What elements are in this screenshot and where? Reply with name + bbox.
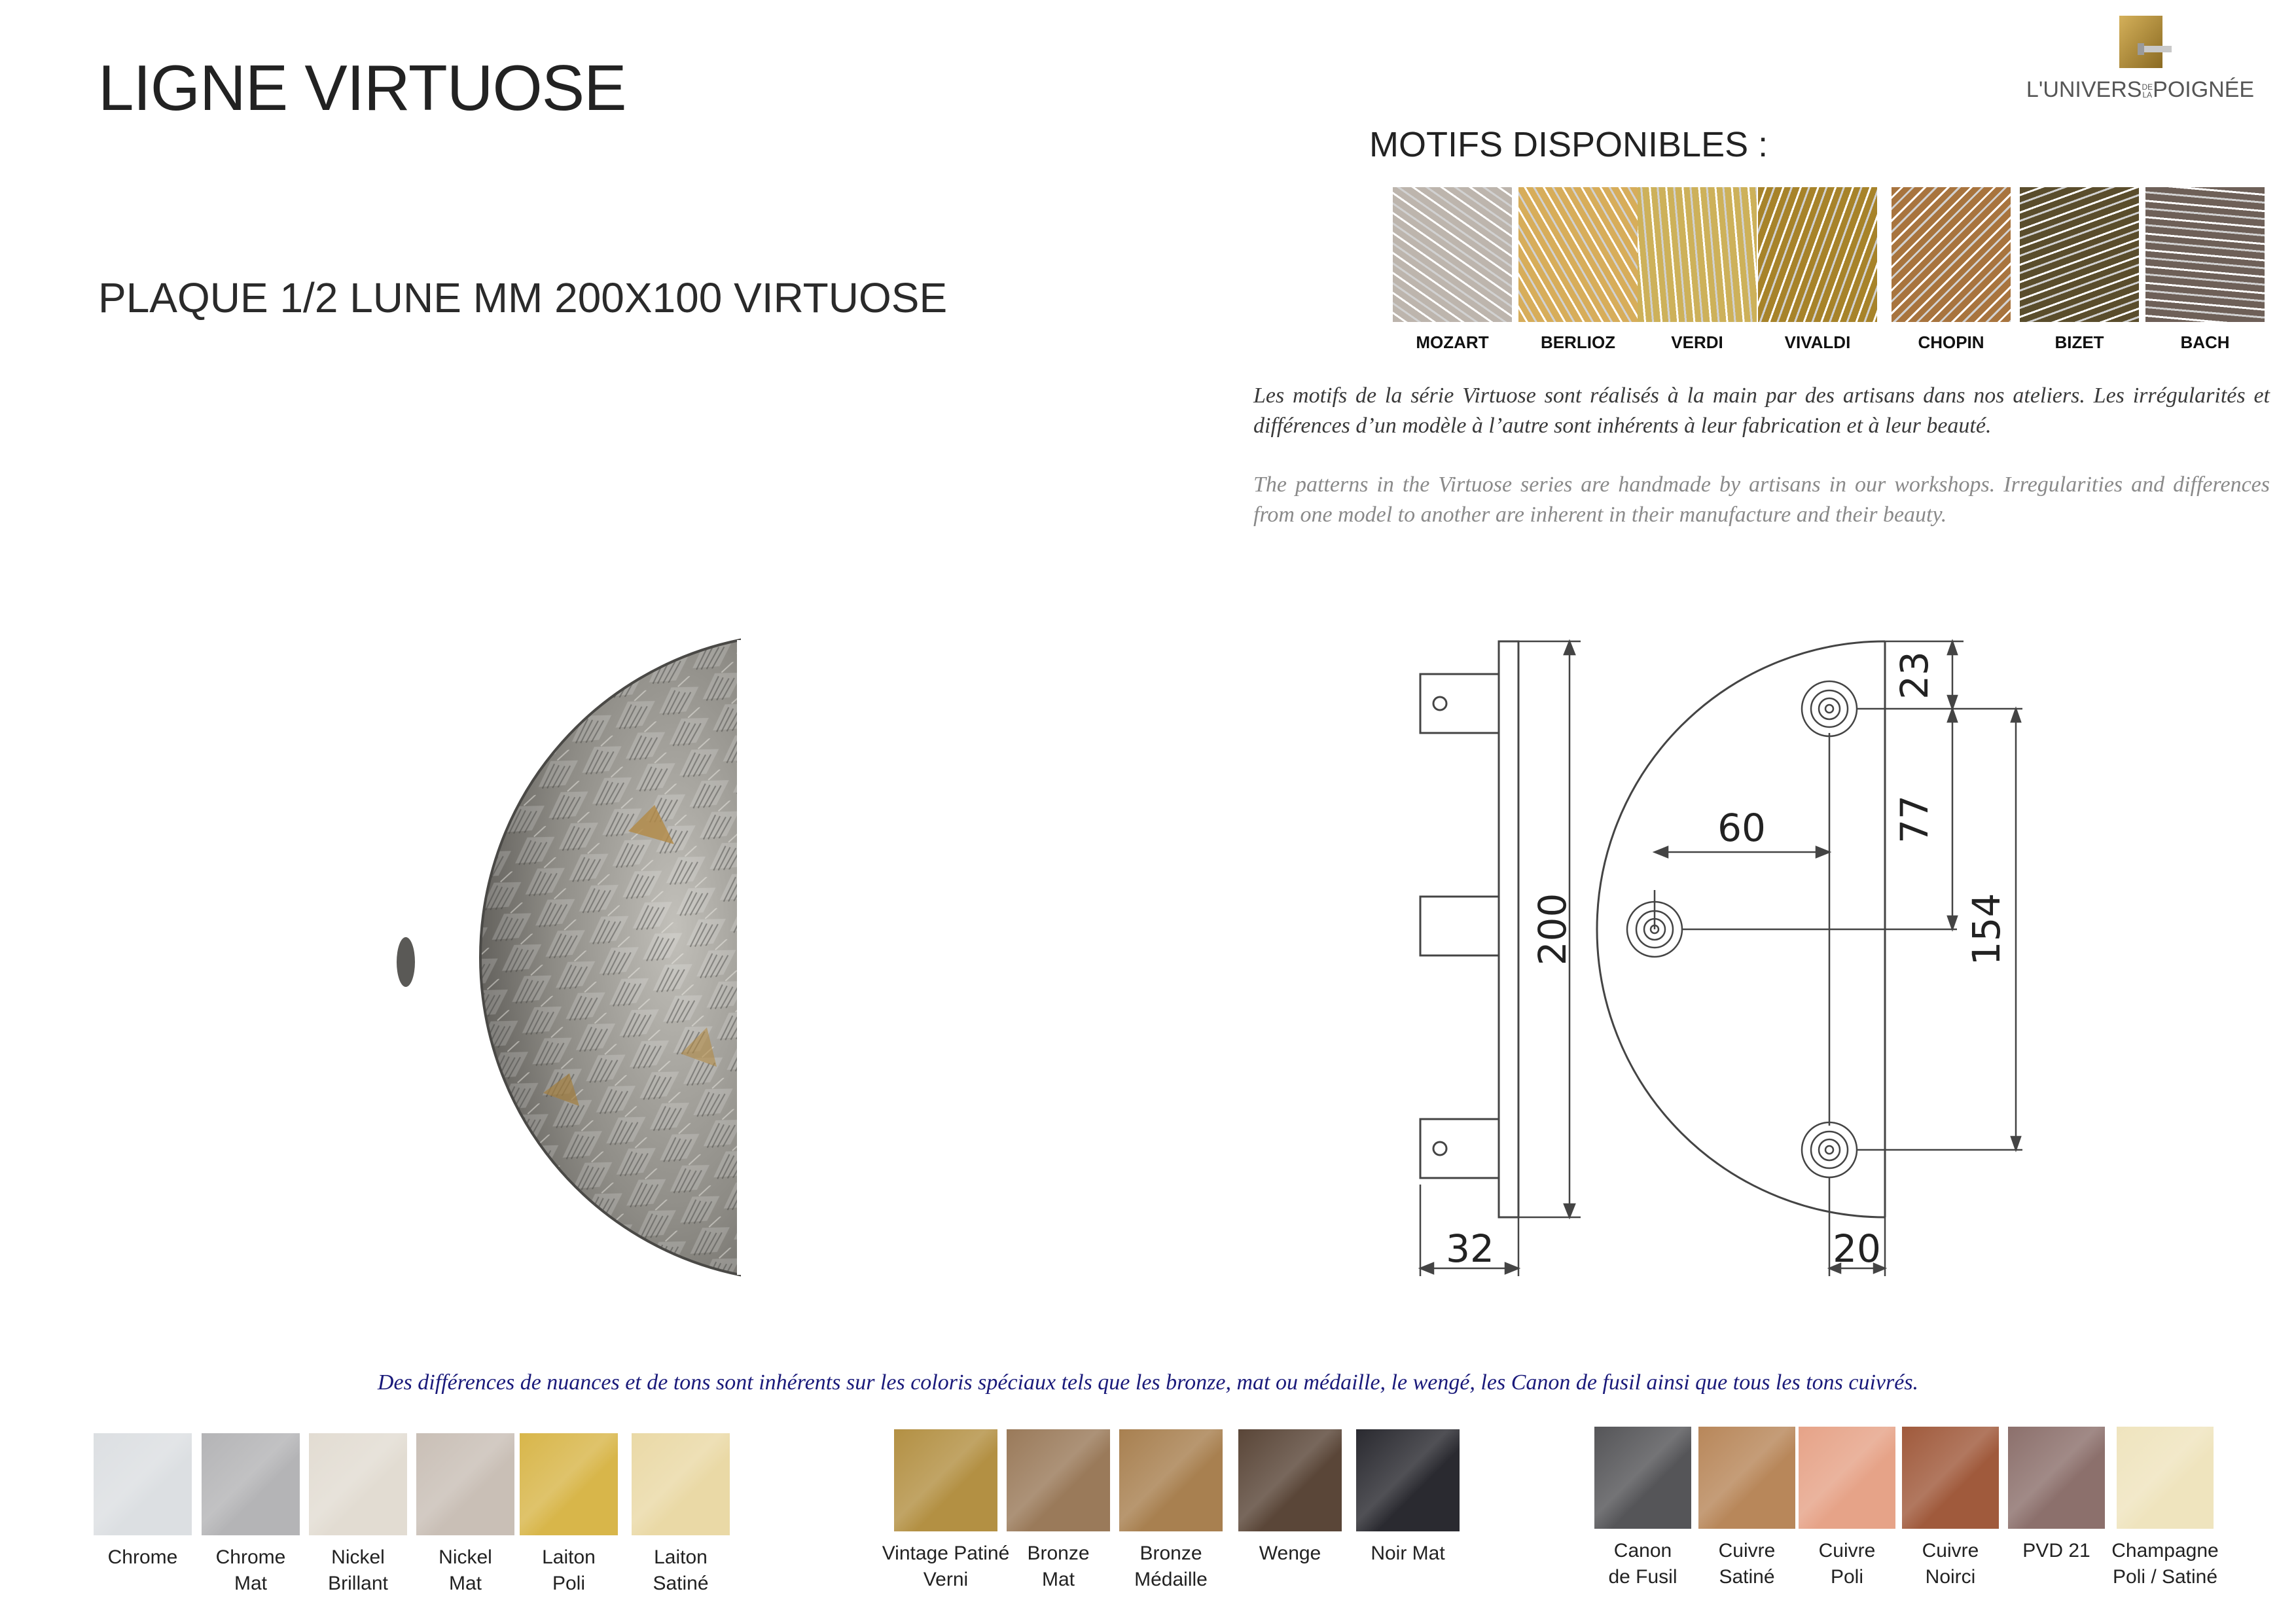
finish-label: Champagne Poli / Satiné: [2111, 1540, 2219, 1588]
finish-swatch: [1119, 1429, 1223, 1531]
motif-label: CHOPIN: [1918, 332, 1984, 352]
finish-swatch: [1698, 1427, 1795, 1529]
finish-label: PVD 21: [2022, 1540, 2090, 1561]
dim-depth: 32: [1446, 1226, 1494, 1271]
finish-swatch: [632, 1433, 730, 1535]
dim-top-offset: 23: [1892, 651, 1937, 700]
finish-swatch: [1356, 1429, 1460, 1531]
finish-swatch: [2008, 1427, 2105, 1529]
dim-hole-to-center: 77: [1892, 795, 1937, 844]
finish-swatch: [1594, 1427, 1691, 1529]
finishes-notice: Des différences de nuances et de tons sont inhérents sur les coloris spéciaux tels que les bronze, mat ou médaille, le wengé, les Canon de fusil ainsi que tous les tons cuivrés.: [377, 1370, 1919, 1395]
finish-label: Wenge: [1259, 1543, 1321, 1564]
finish-label: Nickel Mat: [439, 1546, 492, 1594]
motif-label: MOZART: [1416, 332, 1489, 352]
dim-hole-spacing: 154: [1964, 893, 2009, 966]
finish-label: Chrome: [107, 1546, 178, 1568]
finish-swatch: [2117, 1427, 2214, 1529]
finish-label: Cuivre Poli: [1818, 1540, 1876, 1588]
finish-swatch: [894, 1429, 997, 1531]
finish-swatch: [1799, 1427, 1895, 1529]
finish-label: Bronze Médaille: [1134, 1543, 1208, 1590]
finish-swatch: [1902, 1427, 1999, 1529]
finish-label: Cuivre Satiné: [1718, 1540, 1776, 1588]
product-name: PLAQUE 1/2 LUNE MM 200X100 VIRTUOSE: [98, 274, 948, 321]
page-title: LIGNE VIRTUOSE: [98, 52, 626, 124]
motif-label: BERLIOZ: [1540, 332, 1616, 352]
finish-swatch: [94, 1433, 192, 1535]
finish-swatch: [309, 1433, 407, 1535]
finish-label: Nickel Brillant: [328, 1546, 388, 1594]
motif-label: VERDI: [1671, 332, 1723, 352]
finish-label: Vintage Patiné Verni: [882, 1543, 1010, 1590]
finish-label: Cuivre Noirci: [1922, 1540, 1979, 1588]
finish-label: Laiton Satiné: [653, 1546, 709, 1594]
motifs-heading: MOTIFS DISPONIBLES :: [1369, 125, 1768, 164]
motif-label: VIVALDI: [1784, 332, 1851, 352]
finish-label: Noir Mat: [1371, 1543, 1445, 1564]
finish-swatch: [520, 1433, 618, 1535]
description-french: Les motifs de la série Virtuose sont réalisés à la main par des artisans dans nos ateliers. Les irrégularités et différences d’un modèle à l’autre sont inhérents à leur fabrication et à leur beauté.: [1253, 383, 2270, 438]
brand-name: L'UNIVERSDE LAPOIGNÉE: [2026, 77, 2255, 102]
motif-label: BIZET: [2054, 332, 2104, 352]
finish-swatch: [1007, 1429, 1110, 1531]
dim-inset: 20: [1833, 1226, 1881, 1271]
motif-label: BACH: [2180, 332, 2230, 352]
description-english: The patterns in the Virtuose series are handmade by artisans in our workshops. Irregularities and differences from one model to another are inherent in their manufacture and their beauty.: [1253, 473, 2270, 527]
finish-swatch: [416, 1433, 514, 1535]
dim-height: 200: [1530, 893, 1575, 966]
finish-swatch: [202, 1433, 300, 1535]
dim-hole-offset: 60: [1717, 806, 1766, 850]
finish-label: Chrome Mat: [215, 1546, 286, 1594]
finish-label: Bronze Mat: [1027, 1543, 1090, 1590]
finish-label: Canon de Fusil: [1608, 1540, 1677, 1588]
finish-label: Laiton Poli: [542, 1546, 596, 1594]
finish-swatch: [1238, 1429, 1342, 1531]
